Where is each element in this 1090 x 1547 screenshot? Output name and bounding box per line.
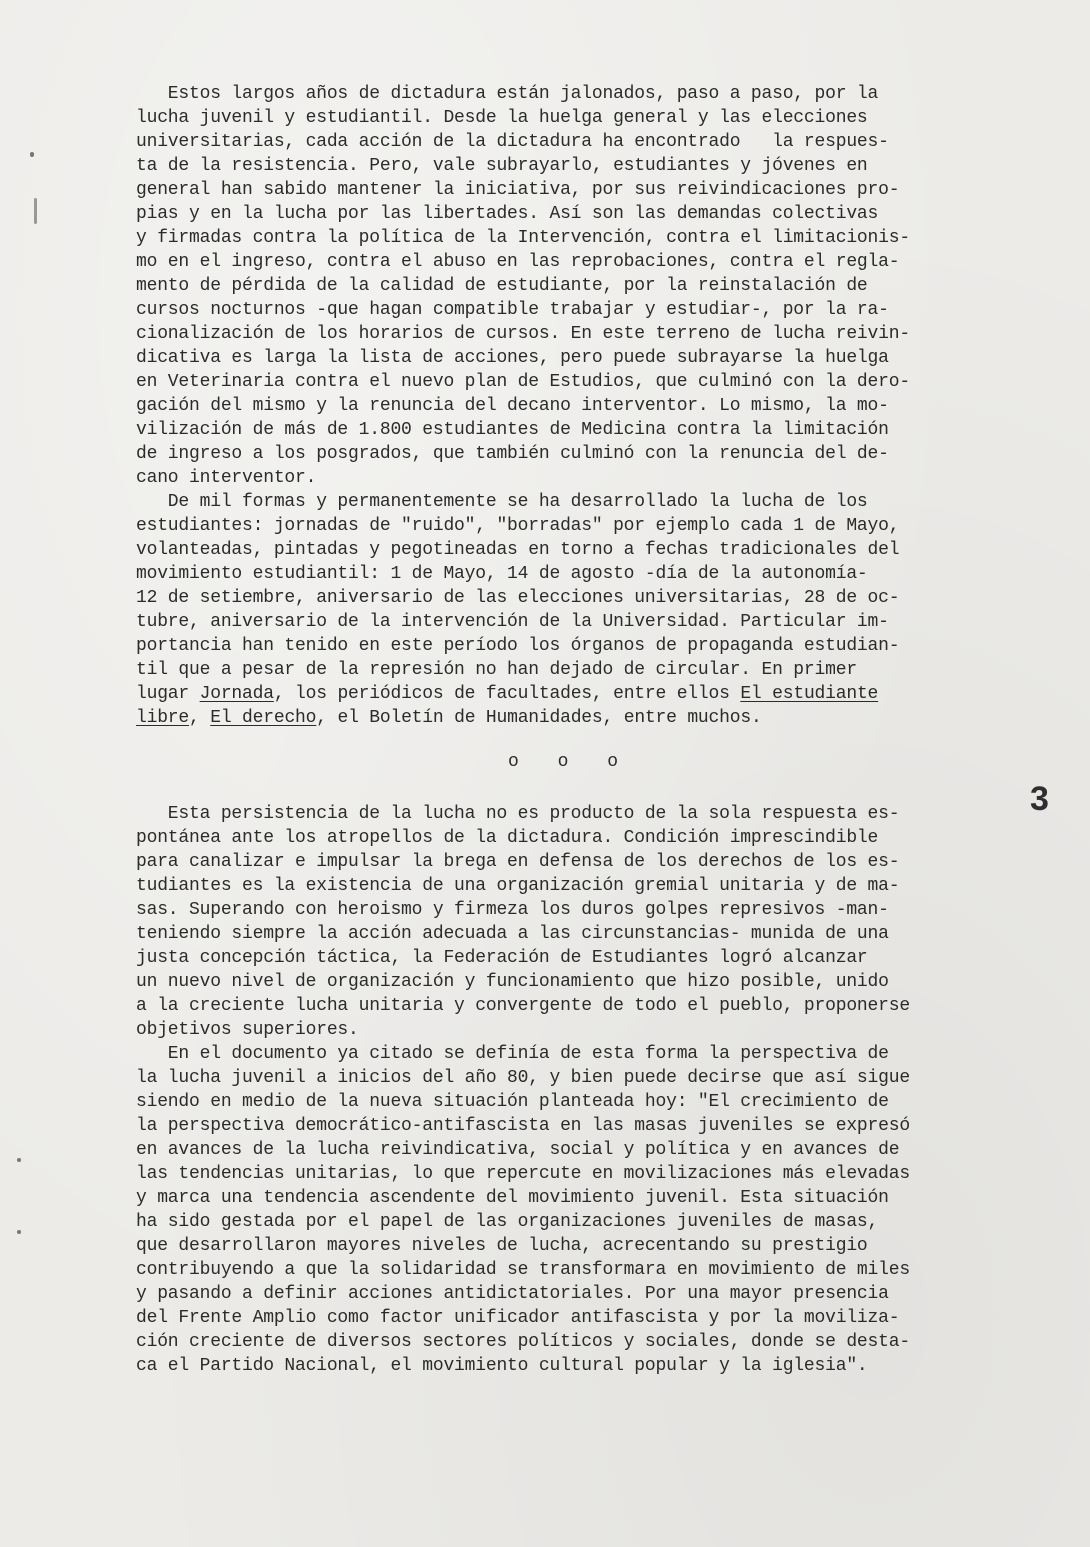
- margin-mark-lower-2: [17, 1230, 21, 1234]
- text-line: que desarrollaron mayores niveles de lucha, acrecentando su prestigio: [136, 1236, 868, 1256]
- text-fragment: , los periódicos de facultades, entre ellos: [273, 684, 741, 704]
- text-fragment: ,: [189, 708, 211, 728]
- margin-mark-top: [30, 152, 34, 157]
- text-line: ta de la resistencia. Pero, vale subrayarlo, estudiantes y jóvenes en: [136, 156, 868, 176]
- text-line: la lucha juvenil a inicios del año 80, y bien puede decirse que así sigue: [136, 1068, 910, 1088]
- text-line: un nuevo nivel de organización y funcionamiento que hizo posible, unido: [136, 972, 889, 992]
- text-line: cursos nocturnos -que hagan compatible trabajar y estudiar-, por la ra-: [136, 300, 889, 320]
- text-line: pias y en la lucha por las libertades. Así son las demandas colectivas: [136, 204, 879, 224]
- text-block-2: [136, 802, 1016, 1378]
- margin-mark-mid: [34, 198, 37, 224]
- text-line-publications-1: [136, 682, 1016, 706]
- text-line: portancia han tenido en este período los órganos de propaganda estudian-: [136, 636, 900, 656]
- text-line: teniendo siempre la acción adecuada a las circunstancias- munida de una: [136, 924, 889, 944]
- text-line: cionalización de los horarios de cursos. En este terreno de lucha reivin-: [136, 324, 910, 344]
- text-line: ca el Partido Nacional, el movimiento cultural popular y la iglesia".: [136, 1356, 868, 1376]
- text-line: y marca una tendencia ascendente del movimiento juvenil. Esta situación: [136, 1188, 889, 1208]
- text-line: Esta persistencia de la lucha no es producto de la sola respuesta es-: [136, 804, 900, 824]
- text-line: dicativa es larga la lista de acciones, pero puede subrayarse la huelga: [136, 348, 889, 368]
- text-line: volanteadas, pintadas y pegotineadas en torno a fechas tradicionales del: [136, 540, 900, 560]
- text-line: siendo en medio de la nueva situación planteada hoy: "El crecimiento de: [136, 1092, 889, 1112]
- margin-mark-lower-1: [17, 1158, 21, 1162]
- text-line: ción creciente de diversos sectores políticos y sociales, donde se desta-: [136, 1332, 910, 1352]
- text-line: mento de pérdida de la calidad de estudiante, por la reinstalación de: [136, 276, 868, 296]
- text-line: la perspectiva democrático-antifascista en las masas juveniles se expresó: [136, 1116, 910, 1136]
- page-number: 3: [1030, 780, 1049, 818]
- text-line: universitarias, cada acción de la dictadura ha encontrado la respues-: [136, 132, 889, 152]
- text-line: lucha juvenil y estudiantil. Desde la huelga general y las elecciones: [136, 108, 868, 128]
- text-block-1: [136, 82, 1016, 730]
- text-line: contribuyendo a que la solidaridad se transformara en movimiento de miles: [136, 1260, 910, 1280]
- text-line: tubre, aniversario de la intervención de la Universidad. Particular im-: [136, 612, 889, 632]
- text-line-publications-2: [136, 706, 1016, 730]
- text-line: til que a pesar de la represión no han dejado de circular. En primer: [136, 660, 857, 680]
- text-line: general han sabido mantener la iniciativa, por sus reivindicaciones pro-: [136, 180, 900, 200]
- text-fragment: , el Boletín de Humanidades, entre muchos.: [316, 708, 762, 728]
- text-line: mo en el ingreso, contra el abuso en las reprobaciones, contra el regla-: [136, 252, 900, 272]
- section-separator: o o o: [508, 752, 633, 772]
- text-line: En el documento ya citado se definía de esta forma la perspectiva de: [136, 1044, 889, 1064]
- text-line: pontánea ante los atropellos de la dictadura. Condición imprescindible: [136, 828, 879, 848]
- text-line: estudiantes: jornadas de "ruido", "borradas" por ejemplo cada 1 de Mayo,: [136, 516, 900, 536]
- text-fragment: lugar: [136, 684, 200, 704]
- publication-title-libre: libre: [136, 708, 190, 728]
- text-line: y pasando a definir acciones antidictatoriales. Por una mayor presencia: [136, 1284, 889, 1304]
- text-line: 12 de setiembre, aniversario de las elecciones universitarias, 28 de oc-: [136, 588, 900, 608]
- text-line: a la creciente lucha unitaria y convergente de todo el pueblo, proponerse: [136, 996, 910, 1016]
- text-line: y firmadas contra la política de la Intervención, contra el limitacionis-: [136, 228, 910, 248]
- publication-title-el-estudiante: El estudiante: [740, 684, 879, 704]
- text-line: de ingreso a los posgrados, que también culminó con la renuncia del de-: [136, 444, 889, 464]
- text-line: vilización de más de 1.800 estudiantes de Medicina contra la limitación: [136, 420, 889, 440]
- publication-title-el-derecho: El derecho: [210, 708, 317, 728]
- text-line: tudiantes es la existencia de una organización gremial unitaria y de ma-: [136, 876, 900, 896]
- text-line: Estos largos años de dictadura están jalonados, paso a paso, por la: [136, 84, 879, 104]
- publication-title-jornada: Jornada: [199, 684, 274, 704]
- text-line: en Veterinaria contra el nuevo plan de Estudios, que culminó con la dero-: [136, 372, 910, 392]
- text-line: gación del mismo y la renuncia del decano interventor. Lo mismo, la mo-: [136, 396, 889, 416]
- text-line: justa concepción táctica, la Federación de Estudiantes logró alcanzar: [136, 948, 868, 968]
- text-line: cano interventor.: [136, 468, 317, 488]
- text-line: objetivos superiores.: [136, 1020, 359, 1040]
- text-line: sas. Superando con heroismo y firmeza los duros golpes represivos -man-: [136, 900, 889, 920]
- text-line: De mil formas y permanentemente se ha desarrollado la lucha de los: [136, 492, 868, 512]
- text-line: ha sido gestada por el papel de las organizaciones juveniles de masas,: [136, 1212, 879, 1232]
- text-line: las tendencias unitarias, lo que repercute en movilizaciones más elevadas: [136, 1164, 910, 1184]
- text-line: movimiento estudiantil: 1 de Mayo, 14 de agosto -día de la autonomía-: [136, 564, 868, 584]
- text-line: en avances de la lucha reivindicativa, social y política y en avances de: [136, 1140, 900, 1160]
- text-line: para canalizar e impulsar la brega en defensa de los derechos de los es-: [136, 852, 900, 872]
- text-line: del Frente Amplio como factor unificador antifascista y por la moviliza-: [136, 1308, 900, 1328]
